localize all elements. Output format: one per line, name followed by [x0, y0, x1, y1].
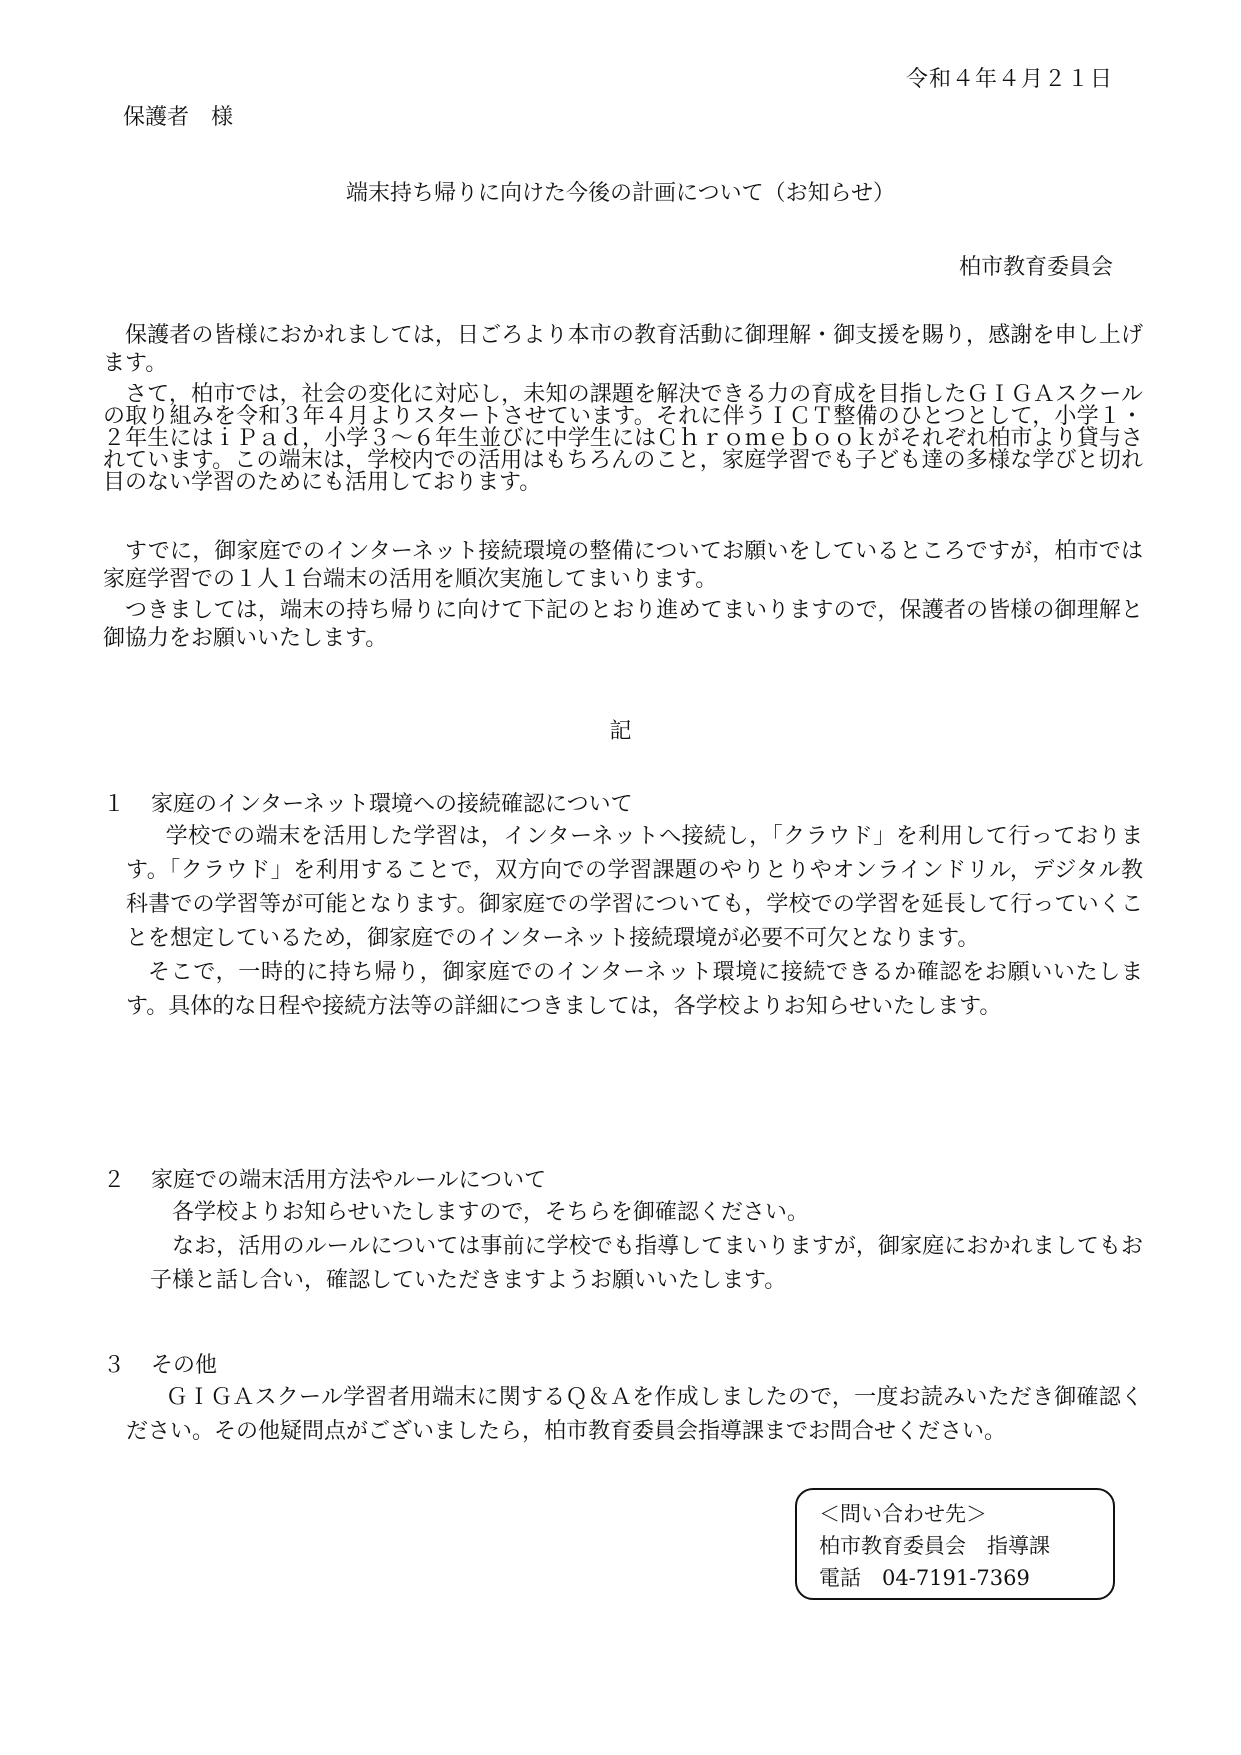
section-title: その他: [151, 1353, 218, 1378]
section-paragraph: なお，活用のルールについては事前に学校でも指導してまいりますが，御家庭におかれましてもお子様と話し合い，確認していただきますようお願いいたします。: [150, 1234, 1143, 1293]
section-2-body: [150, 1196, 1143, 1298]
ki-heading: 記: [609, 719, 632, 744]
section-number: ３: [103, 1353, 126, 1378]
section-1-heading: [103, 787, 633, 818]
section-paragraph: そこで，一時的に持ち帰り，御家庭でのインターネット環境に接続できるか確認をお願いいたします。具体的な日程や接続方法等の詳細につきましては，各学校よりお知らせいたします。: [126, 960, 1143, 1019]
intro-paragraph-3: [103, 538, 1143, 594]
contact-label: ＜問い合わせ先＞: [819, 1502, 987, 1526]
section-3-heading: [103, 1348, 217, 1379]
section-number: ２: [103, 1168, 126, 1193]
intro-paragraph-4: [103, 597, 1143, 653]
section-number: １: [103, 792, 126, 817]
intro-text: 保護者の皆様におかれましては，日ごろより本市の教育活動に御理解・御支援を賜り，感謝を申し上げます。: [103, 323, 1143, 376]
section-title: 家庭のインターネット環境への接続確認について: [151, 792, 633, 817]
section-1-body: [126, 820, 1143, 1024]
section-3-body: [126, 1381, 1143, 1449]
intro-text: すでに，御家庭でのインターネット接続環境の整備についてお願いをしているところですが，柏市では家庭学習での１人１台端末の活用を順次実施してまいります。: [103, 539, 1143, 592]
document-date: 令和４年４月２１日: [905, 67, 1113, 92]
section-2-heading: [103, 1163, 546, 1194]
intro-text: さて，柏市では，社会の変化に対応し，未知の課題を解決できる力の育成を目指したＧＩＧＡスクールの取り組みを令和３年４月よりスタートさせています。それに伴うＩＣＴ整備のひとつとして，小学１・２年生にはｉＰａｄ，小学３～６年生並びに中学生にはＣｈｒｏｍｅｂｏｏｋがそれぞれ柏市より貸与されています。この端末は，学校内での活用はもちろんのこと，家庭学習でも子ども達の多様な学びと切れ目のない学習のためにも活用しております。: [103, 382, 1143, 495]
intro-text: つきましては，端末の持ち帰りに向けて下記のとおり進めてまいりますので，保護者の皆様の御理解と御協力をお願いいたします。: [103, 598, 1143, 651]
contact-department: 柏市教育委員会 指導課: [819, 1534, 1050, 1558]
section-paragraph: 学校での端末を活用した学習は，インターネットへ接続し，「クラウド」を利用して行っております。「クラウド」を利用することで，双方向での学習課題のやりとりやオンラインドリル，デジタル教科書での学習等が可能となります。御家庭での学習についても，学校での学習を延長して行っていくことを想定しているため，御家庭でのインターネット接続環境が必要不可欠となります。: [126, 824, 1143, 951]
addressee: 保護者 様: [123, 105, 234, 130]
contact-box: [795, 1488, 1115, 1600]
section-paragraph: ＧＩＧＡスクール学習者用端末に関するＱ＆Ａを作成しましたので，一度お読みいただき御確認ください。その他疑問点がございましたら，柏市教育委員会指導課までお問合せください。: [126, 1385, 1143, 1444]
document-title: 端末持ち帰りに向けた今後の計画について（お知らせ）: [346, 181, 895, 206]
intro-paragraph-1: [103, 322, 1143, 378]
intro-paragraph-2: [103, 384, 1143, 494]
issuing-organization: 柏市教育委員会: [958, 255, 1113, 280]
contact-phone: 電話 04-7191-7369: [819, 1566, 1030, 1590]
section-paragraph: 各学校よりお知らせいたしますので，そちらを御確認ください。: [172, 1200, 809, 1225]
section-title: 家庭での端末活用方法やルールについて: [151, 1168, 547, 1193]
